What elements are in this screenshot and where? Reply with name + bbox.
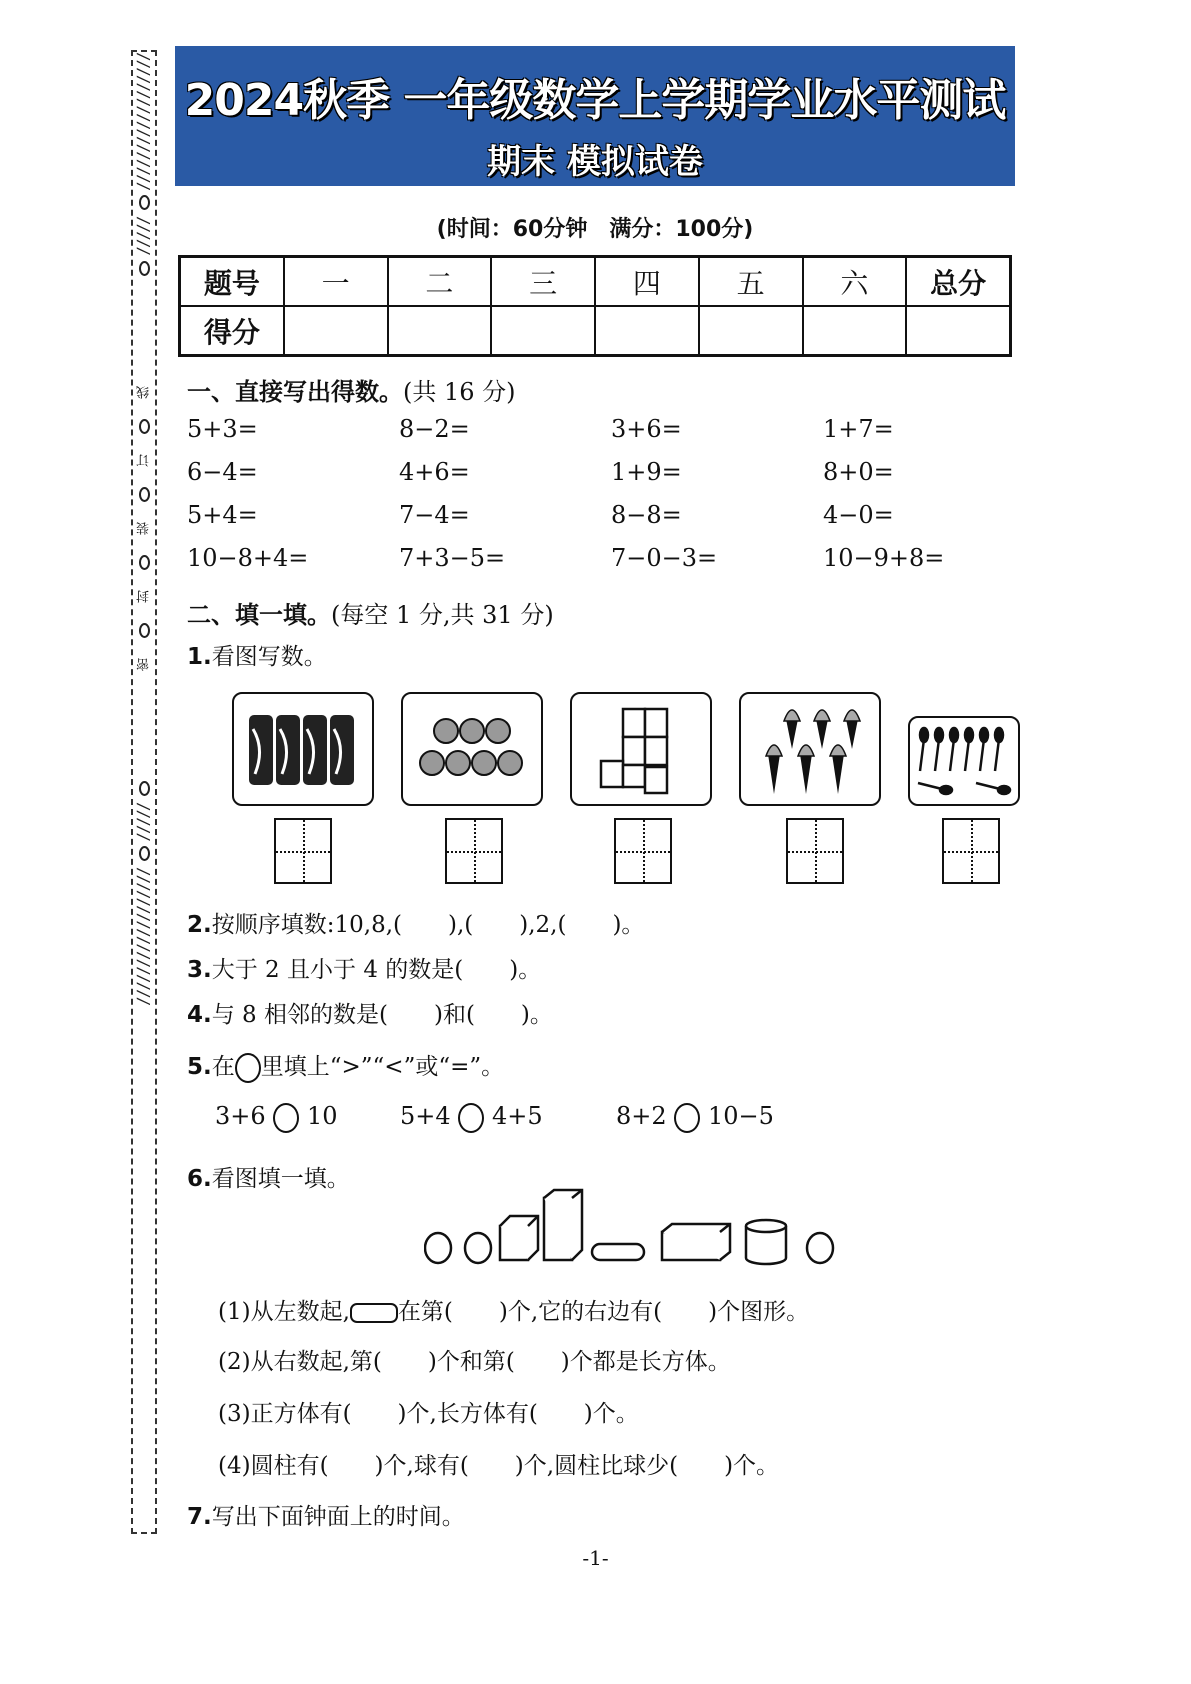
circle-icon <box>235 1053 261 1083</box>
expr-right: 4+5 <box>491 1102 543 1130</box>
comparison <box>215 1102 337 1133</box>
expr-right: 10 <box>306 1102 338 1130</box>
compare-circle[interactable] <box>273 1103 299 1133</box>
answer-grid-box[interactable] <box>614 818 672 884</box>
picture-row <box>232 692 1047 806</box>
question-text: 里填上“>”“<”或“=”。 <box>260 1054 505 1080</box>
question-text: (2)从右数起,第( )个和第( )个都是长方体。 <box>218 1349 731 1375</box>
table-header-cell: 总分 <box>906 257 1010 307</box>
binding-label: 线 <box>136 385 152 399</box>
score-cell[interactable] <box>388 306 492 356</box>
binding-hatch: ////////////////// <box>134 866 154 1005</box>
question-6-part-4 <box>218 1447 779 1480</box>
score-cell[interactable] <box>595 306 699 356</box>
title-banner <box>175 46 1015 186</box>
answer-grid-box[interactable] <box>786 818 844 884</box>
binding-circle <box>139 261 150 276</box>
expr-left: 8+2 <box>616 1102 667 1130</box>
binding-hatch: ///// <box>134 801 154 840</box>
binding-circle <box>139 195 150 210</box>
problem: 10−9+8= <box>823 544 945 572</box>
question-4 <box>187 996 553 1029</box>
problem: 10−8+4= <box>187 544 309 572</box>
binding-label: 封 <box>136 589 152 603</box>
score-cell[interactable] <box>803 306 907 356</box>
question-number: 4. <box>187 1002 212 1028</box>
question-1 <box>187 638 327 671</box>
comparison <box>616 1102 774 1133</box>
binding-hatch: ////////////////// <box>134 52 154 190</box>
answer-grid-box[interactable] <box>274 818 332 884</box>
binding-label: 订 <box>136 453 152 467</box>
question-5 <box>187 1048 504 1083</box>
score-cell[interactable] <box>284 306 388 356</box>
question-text: 大于 2 且小于 4 的数是( )。 <box>211 957 542 983</box>
question-number: 1. <box>187 644 212 670</box>
question-6-part-3 <box>218 1395 639 1428</box>
question-number: 6. <box>187 1166 212 1192</box>
problem: 4−0= <box>823 501 894 529</box>
problem: 7−0−3= <box>611 544 718 572</box>
binding-hatch: ///// <box>134 216 154 255</box>
table-row <box>180 306 1011 356</box>
problem: 4+6= <box>399 458 470 486</box>
answer-grid-box[interactable] <box>942 818 1000 884</box>
table-header-cell: 一 <box>284 257 388 307</box>
cylinder-icon <box>350 1303 398 1323</box>
question-3 <box>187 951 541 984</box>
binding-circle <box>139 419 150 434</box>
problem: 3+6= <box>611 415 682 443</box>
page-subtitle: 期末 模拟试卷 <box>487 142 703 182</box>
question-6-part-2 <box>218 1343 731 1376</box>
apples-picture <box>401 692 543 806</box>
expr-left: 5+4 <box>400 1102 451 1130</box>
section-points: (共 16 分) <box>403 378 516 406</box>
ice-creams-picture <box>739 692 881 806</box>
problem: 1+7= <box>823 415 894 443</box>
compare-circle[interactable] <box>458 1103 484 1133</box>
section-points: (每空 1 分,共 31 分) <box>331 601 554 629</box>
question-number: 5. <box>187 1054 212 1080</box>
question-text: 在第( )个,它的右边有( )个图形。 <box>397 1299 810 1325</box>
question-2 <box>187 906 644 939</box>
cubes-picture <box>570 692 712 806</box>
question-text: 写出下面钟面上的时间。 <box>211 1504 465 1530</box>
score-row-label: 得分 <box>180 306 284 356</box>
question-text: 在 <box>211 1054 235 1080</box>
question-6-part-1 <box>218 1293 809 1326</box>
problem: 8−8= <box>611 501 682 529</box>
problem: 8−2= <box>399 415 470 443</box>
question-number: 3. <box>187 957 212 983</box>
score-cell[interactable] <box>491 306 595 356</box>
section-1-heading <box>187 372 516 407</box>
shovels-picture <box>908 716 1020 806</box>
score-cell[interactable] <box>699 306 803 356</box>
expr-left: 3+6 <box>215 1102 266 1130</box>
question-text: 与 8 相邻的数是( )和( )。 <box>211 1002 553 1028</box>
soda-cans-picture <box>232 692 374 806</box>
problem: 6−4= <box>187 458 258 486</box>
binding-label: 装 <box>136 521 152 535</box>
solid-shapes-figure <box>424 1186 844 1266</box>
binding-label: 密 <box>136 657 152 671</box>
compare-circle[interactable] <box>674 1103 700 1133</box>
question-text: (3)正方体有( )个,长方体有( )个。 <box>218 1401 639 1427</box>
binding-circle <box>139 781 150 796</box>
table-row <box>180 257 1011 307</box>
section-title: 一、直接写出得数。 <box>187 378 403 406</box>
question-text: 按顺序填数:10,8,( ),( ),2,( )。 <box>211 912 645 938</box>
page-number: -1- <box>582 1546 609 1570</box>
score-table <box>178 255 1012 357</box>
binding-circle <box>139 487 150 502</box>
table-header-cell: 题号 <box>180 257 284 307</box>
calc-grid <box>187 415 947 576</box>
table-header-cell: 三 <box>491 257 595 307</box>
question-number: 2. <box>187 912 212 938</box>
score-cell[interactable] <box>906 306 1010 356</box>
question-text: (1)从左数起, <box>218 1299 350 1325</box>
binding-strip <box>131 50 157 1534</box>
problem: 8+0= <box>823 458 894 486</box>
binding-circle <box>139 846 150 861</box>
question-text: 看图写数。 <box>211 644 327 670</box>
problem: 1+9= <box>611 458 682 486</box>
problem: 7−4= <box>399 501 470 529</box>
section-2-heading <box>187 595 554 630</box>
section-title: 二、填一填。 <box>187 601 331 629</box>
comparison <box>400 1102 543 1133</box>
problem: 5+4= <box>187 501 258 529</box>
page-title: 2024秋季 一年级数学上学期学业水平测试 <box>184 75 1006 126</box>
question-6 <box>187 1160 350 1193</box>
binding-circle <box>139 623 150 638</box>
question-7 <box>187 1498 465 1531</box>
question-number: 7. <box>187 1504 212 1530</box>
exam-info: (时间：60分钟 满分：100分) <box>436 217 754 242</box>
table-header-cell: 六 <box>803 257 907 307</box>
question-text: 看图填一填。 <box>211 1166 350 1192</box>
answer-grid-box[interactable] <box>445 818 503 884</box>
table-header-cell: 四 <box>595 257 699 307</box>
table-header-cell: 二 <box>388 257 492 307</box>
problem: 5+3= <box>187 415 258 443</box>
table-header-cell: 五 <box>699 257 803 307</box>
expr-right: 10−5 <box>707 1102 774 1130</box>
problem: 7+3−5= <box>399 544 506 572</box>
binding-circle <box>139 555 150 570</box>
question-text: (4)圆柱有( )个,球有( )个,圆柱比球少( )个。 <box>218 1453 780 1479</box>
